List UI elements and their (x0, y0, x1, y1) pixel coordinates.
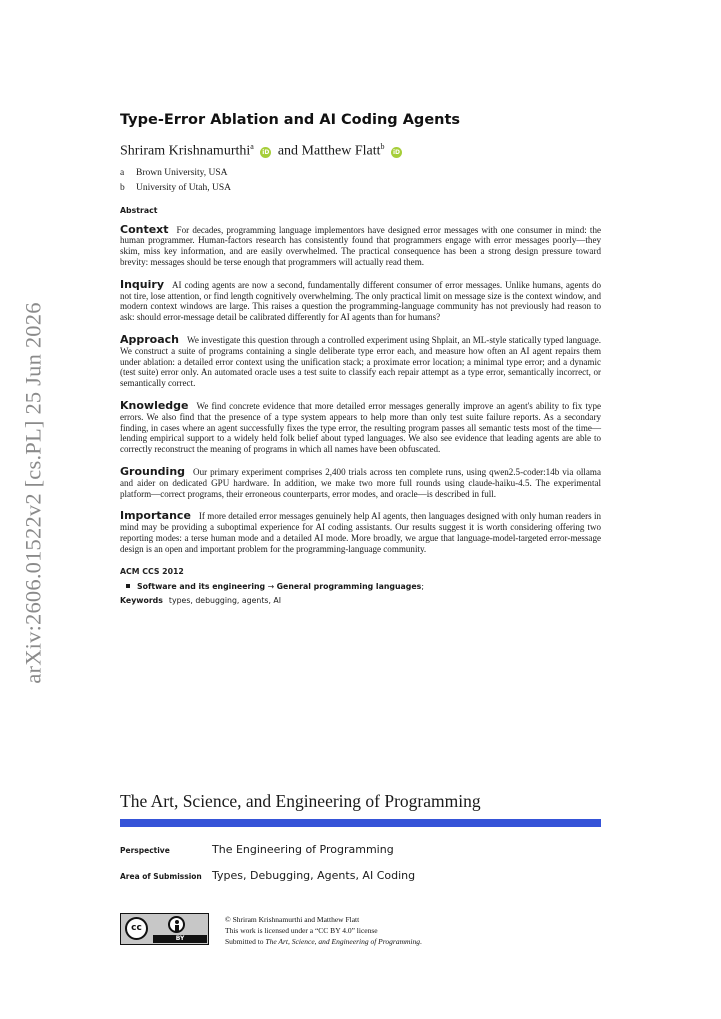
author-affil-mark: b (380, 142, 385, 151)
perspective-value: The Engineering of Programming (212, 843, 394, 856)
affiliation-item (120, 166, 601, 181)
submitted-venue: The Art, Science, and Engineering of Programming (265, 937, 420, 946)
by-label: BY (153, 935, 207, 943)
section-heading: Context (120, 222, 169, 236)
author-joiner: and (277, 143, 299, 159)
affiliations (120, 166, 601, 196)
arxiv-identifier-stamp (18, 298, 50, 688)
abstract-section-approach (120, 335, 601, 389)
submitted-suffix: . (420, 937, 422, 946)
journal-name: The Art, Science, and Engineering of Programming (120, 791, 481, 811)
section-heading: Importance (120, 509, 191, 523)
acm-ccs-heading: ACM CCS 2012 (120, 566, 184, 576)
copyright-line: © Shriram Krishnamurthi and Matthew Flatt (225, 915, 360, 924)
license-block (120, 913, 601, 949)
front-matter (120, 112, 601, 605)
license-text (225, 914, 422, 947)
ccs-suffix: ; (421, 581, 424, 591)
affiliation-item (120, 181, 601, 196)
author-line (120, 142, 601, 160)
keywords-line (120, 596, 601, 605)
author-name: Shriram Krishnamurthi (120, 143, 251, 159)
section-text: We find concrete evidence that more detailed error messages generally improve an agent's ability to fix type errors. We also find that the presence of a type system appears to help more than only test suite failure reports. As a secondary finding, in cases where an agent successfully fixes the type error, the resulting program passes all semantic tests most of the time—lending empirical support to a widely held folk belief about typed languages. We also see evidence that leading agents are able to correctly reconstruct the meaning of programs in which all names have been obfuscated. (120, 401, 601, 455)
area-row (120, 864, 415, 883)
abstract-section-knowledge (120, 401, 601, 455)
affiliation-name: University of Utah, USA (136, 182, 231, 193)
abstract-heading: Abstract (120, 205, 158, 215)
abstract-section-grounding (120, 467, 601, 499)
author-name: Matthew Flatt (301, 143, 381, 159)
section-heading: Grounding (120, 465, 186, 478)
ccs-arrow: → (267, 581, 275, 591)
section-text: AI coding agents are now a second, fundamentally different consumer of error messages. Unlike humans, agents do not tire, lose attention, or find length cognitively overwhelming. The only practical limit on message size is the context window, and modern context windows are large. This raises a question the programming-language community has not previously had reason to ask: should error-message detail be calibrated differently for AI agents than for humans? (120, 279, 601, 323)
journal-banner (120, 791, 601, 827)
area-label: Area of Submission (120, 872, 202, 881)
submitted-prefix: Submitted to (225, 937, 266, 946)
section-heading: Approach (120, 333, 180, 347)
affiliation-mark: a (120, 167, 125, 178)
section-text: For decades, programming language implementors have designed error messages with one consumer in mind: the human programmer. Human-factors research has consistently found that programmers engage with error messages poorly—they skim, miss key information, and are easily overwhelmed. The practical consequence has been a strong design pressure toward brevity: messages should be terse enough that programmers will actually read them. (120, 224, 601, 268)
perspective-label: Perspective (120, 846, 170, 855)
paper-title: Type-Error Ablation and AI Coding Agents (120, 112, 461, 128)
license-line: This work is licensed under a “CC BY 4.0” license (225, 926, 378, 935)
section-heading: Inquiry (120, 277, 164, 291)
abstract-section-inquiry (120, 277, 601, 323)
journal-color-bar (120, 819, 601, 827)
acm-ccs-concept (126, 582, 601, 591)
abstract-section-context (120, 222, 601, 268)
section-heading: Knowledge (120, 399, 189, 413)
perspective-row (120, 838, 394, 857)
cc-logo-icon: cc (125, 917, 148, 940)
author-affil-mark: a (250, 142, 254, 151)
keywords-value: types, debugging, agents, AI (168, 595, 282, 605)
arxiv-identifier-text: arXiv:2606.01522v2 [cs.PL] 25 Jun 2026 (21, 302, 47, 684)
affiliation-name: Brown University, USA (136, 167, 228, 178)
orcid-icon[interactable]: iD (262, 148, 270, 156)
ccs-sub: General programming languages (276, 581, 422, 591)
section-text: We investigate this question through a controlled experiment using Shplait, an ML-style statically typed language. We construct a suite of programs containing a single deliberate type error each, and measure how often an AI agent repairs them under ablation: a detailed error context using the unification stack; a proximate error location; a minimal type error; and a dynamic (test suite) error only. An automated oracle uses a test suite to classify each repair attempt as a type error, semantically incorrect, or semantically correct. (120, 335, 601, 389)
keywords-label: Keywords (120, 595, 163, 605)
submitted-line (225, 936, 422, 947)
orcid-icon[interactable]: iD (392, 148, 400, 156)
attribution-person-icon (168, 916, 185, 933)
area-value: Types, Debugging, Agents, AI Coding (212, 869, 416, 882)
abstract-section-importance (120, 511, 601, 554)
bullet-icon (126, 584, 130, 588)
section-text: If more detailed error messages genuinely help AI agents, then languages designed with only human readers in mind may be providing a suboptimal experience for AI coding assistants. Our results suggest it is worth considering offering two reporting modes: a terse human mode and a detailed AI mode. More broadly, we argue that language-model-targeted error-message design is an open and important problem for the programming-language community. (120, 511, 601, 554)
cc-by-badge[interactable] (120, 913, 209, 945)
ccs-main: Software and its engineering (137, 581, 266, 591)
affiliation-mark: b (120, 182, 125, 193)
section-text: Our primary experiment comprises 2,400 trials across ten complete runs, using qwen2.5-coder:14b via ollama and aider on dedicated GPU hardware. In addition, we make two more full rounds using claude-haiku-4.5. The experimental platform—correct programs, their erroneous counterparts, error modes, and oracle—is described in full. (120, 467, 601, 499)
